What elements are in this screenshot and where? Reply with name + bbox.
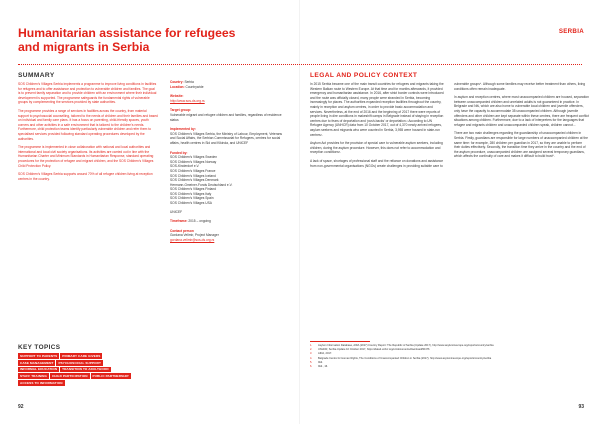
- country-label: Country:: [170, 80, 184, 84]
- key-topics: [18, 344, 158, 387]
- footnote-text: Belgrade Centre for Human Rights, The Conditions of Unaccompanied Children in Serbia (2017), http://www.asylumineurope.org/reports/country/serbia: [318, 356, 492, 360]
- footnote-number: 1.: [310, 344, 313, 347]
- footnote: [310, 348, 590, 352]
- footnote-text: Ibid., 16.: [318, 364, 328, 368]
- topic-tag: SUPPORT TO PARENTS: [20, 353, 58, 358]
- implemented-by-label: Implemented by:: [170, 127, 196, 132]
- funder-item: SOS Children’s Villages Norway: [170, 159, 217, 164]
- topic-tag: PRIMARY CARE GIVERS: [62, 353, 101, 358]
- footnote: [310, 361, 590, 365]
- summary-paragraph: SOS Children’s Villages Serbia implements a programme to improve living conditions in facilities for refugees and to offer assistance and protection to vulnerable children and families. The goal is to prevent family separation and to provide children with an environment where their individual development is supported. The programme safeguards the fundamental rights of vulnerable groups by complementing the services provided by state authorities.: [18, 82, 157, 105]
- timeframe-label: Timeframe:: [170, 219, 188, 224]
- funder-item: SOS Children’s Villages Sweden: [170, 155, 218, 160]
- footnote: [310, 357, 590, 361]
- legal-column-2: [454, 82, 589, 163]
- funder-item: SOS-Kinderdorf e.V.: [170, 164, 200, 169]
- topic-tag: CHILD PARTICIPATION: [51, 374, 88, 379]
- funder-item: SOS Children’s Villages Iceland: [170, 173, 216, 178]
- footnote: [310, 344, 590, 348]
- legal-paragraph: In 2015 Serbia became one of the main transit countries for refugees and migrants taking the Western Balkan route to Western Europe. At that time and for months afterwards, it provided emergency and humanitarian assistance. In 2016, after strict border controls were introduced and the route was officially closed, many people were stranded in Serbia, becoming increasingly for places. The authorities expanded reception facilities throughout the country, mainly in reception and asylum centres, in order to provide basic accommodation and services. Nevertheless, at the end of 2016 and the beginning of 2017 there were reports of people living in dire conditions in makeshift camps in Belgrade instead of staying in reception centres due to fears of deportation and ‘push-backs’ or deportation.¹ According to UN Refugee Agency (UNHCR) data from 10 October 2017, out of 4,370 newly arrived refugees, asylum seekers and migrants who were counted in Serbia, 3,955 were housed in state-run centres².: [310, 82, 444, 137]
- footnote-number: 5.: [310, 360, 313, 364]
- funded-by-label: Funded by:: [170, 150, 188, 155]
- topic-tag: PSYCHOSOCIAL SUPPORT: [58, 360, 101, 365]
- funder-item: SOS Children’s Villages Spain: [170, 196, 214, 201]
- legal-paragraph: There are two main challenges regarding the guardianship of unaccompanied children in Serbia. Firstly, guardians are responsible for large numbers of unaccompanied children at the same time: for example, 280 children per guardian in 2017, so they are unable to perform their duties effectively. Secondly, the transition time they arrive in the country and the end of the asylum procedure, unaccompanied children are assigned several temporary guardians, which affects the continuity of care and makes it difficult to build trust⁵.: [454, 131, 588, 159]
- country-value: Serbia: [184, 80, 194, 84]
- footnote-number: 6.: [310, 364, 313, 368]
- legal-paragraph: Asylum Act provides for the provision of special care to vulnerable asylum seekers, including children, during the asylum procedure. However, this does not refer to accommodation and reception conditions³.: [310, 141, 443, 155]
- funder-item: SOS Children’s Villages Denmark: [170, 178, 219, 183]
- timeframe-value: 2015 – ongoing: [188, 219, 211, 224]
- funder-item: SOS Children’s Villages Italy: [170, 191, 212, 196]
- footnote-text: UNHCR, Serbia Update 10 October 2017, https://data2.unhcr.org/en/documents/download/60476: [318, 348, 430, 352]
- topic-tag: ACCESS TO INFORMATION: [20, 381, 63, 386]
- footnote-number: 2.: [310, 348, 313, 352]
- location-value: Countrywide: [185, 84, 204, 89]
- legal-column-1: [310, 82, 445, 172]
- footnote-rule: [310, 341, 370, 342]
- country-tag: SERBIA: [558, 28, 584, 35]
- footnote-text: AIDA, 2017.: [318, 352, 332, 356]
- footnote: [310, 352, 590, 356]
- legal-heading: LEGAL AND POLICY CONTEXT: [310, 72, 418, 79]
- footnote-text: Ibid.: [318, 360, 323, 364]
- funder-item: Hermann-Gmeiner-Fonds Deutschland e.V.: [170, 182, 233, 187]
- website-link[interactable]: http://www.sos-ds.org.rs: [170, 98, 205, 103]
- implemented-by-value: SOS Children’s Villages Serbia, the Ministry of Labour, Employment, Veterans and Social Affairs, the Serbian Commissariat for Refugees, centres for social affairs, health centres in Sid and Kikinda, and UNICEF: [170, 131, 283, 145]
- target-group-value: Vulnerable migrant and refugee children and families, regardless of residence status: [170, 112, 282, 122]
- page-title: Humanitarian assistance for refugees and migrants in Serbia: [18, 26, 236, 54]
- topic-tag: INFORMAL EDUCATION: [20, 367, 58, 372]
- legal-paragraph: A lack of space, shortages of professional staff and the reliance on donations and assistance from non-governmental organisations (NGOs) create challenges in providing suitable care to: [310, 158, 444, 168]
- right-page: [300, 0, 600, 424]
- funder-item: UNICEF: [170, 209, 183, 214]
- footnote-number: 4.: [310, 356, 313, 360]
- contact-email-link[interactable]: gordana.velimir@sos-ds.org.rs: [170, 238, 215, 243]
- topic-tag: PUBLIC PARTNERSHIP: [92, 374, 129, 379]
- summary-text: [18, 82, 158, 185]
- key-topics-heading: KEY TOPICS: [18, 344, 61, 351]
- funder-item: SOS Children’s Villages USA: [170, 201, 212, 206]
- contact-name: Gordana Velimir, Project Manager: [170, 233, 219, 238]
- legal-paragraph: vulnerable groups⁴. Although some families may receive better treatment than others, living conditions often remain inadequate.: [454, 82, 586, 91]
- page-number-right: 93: [578, 404, 584, 410]
- footnotes: [310, 344, 590, 369]
- target-group-label: Target group:: [170, 108, 191, 113]
- summary-paragraph: SOS Children’s Villages Serbia supports around 70% of all refugee children living at reception centres in the country.: [18, 172, 153, 181]
- summary-paragraph: The programme provides a range of services in facilities across the country, from material support to psychosocial counselling, tailored to the needs of children and their families and based on individual and family care plans. It has a focus on parenting, child-friendly spaces, youth corners and other activities in a safe environment that is tailored to the children’s needs. Furthermore, child protection teams identify particularly vulnerable children and refer them to specialised services provided following standard operating procedures developed by the authorities.: [18, 108, 158, 141]
- project-info: [170, 80, 288, 248]
- topic-tag: CASE MANAGEMENT: [20, 360, 54, 365]
- summary-heading: SUMMARY: [18, 72, 55, 79]
- summary-paragraph: The programme is implemented in close collaboration with national and local authorities and international and local civil society organisations. Its activities are carried out in line with the Humanitarian Charter and Minimum Standards in Humanitarian Response, standard operating procedures for the protection of refugee and migrant children, and the SOS Children’s Villages Child Protection Policy.: [18, 145, 154, 168]
- footnote-number: 3.: [310, 352, 313, 356]
- funder-item: SOS Children’s Villages Finland: [170, 187, 216, 192]
- page-number-left: 92: [18, 404, 24, 410]
- contact-label: Contact person: [170, 228, 194, 233]
- location-label: Location:: [170, 84, 185, 89]
- footnote: [310, 365, 590, 369]
- funder-item: SOS Children’s Villages France: [170, 168, 216, 173]
- website-label: Website:: [170, 94, 184, 99]
- topic-tag: TRANSITION TO ADULTHOOD: [62, 367, 109, 372]
- topic-tag: STAFF TRAINING: [20, 374, 47, 379]
- footnote-text: Asylum Information Database, AIDA (2017) Country Report: The Republic of Serbia (Update 2017), http://www.asylumineurope.org/reports/country/serbia: [318, 344, 494, 347]
- legal-paragraph: In asylum and reception centres, where most unaccompanied children are housed, separation between unaccompanied children and unrelated adults is not guaranteed in practice. In Belgrade and Niš, which are also home to vulnerable local children and juvenile offenders, only have the capacity to accommodate 35 unaccompanied children. Although juvenile offenders and other children are kept separate within these centres, there are frequent conflict situations among children. Furthermore, due to a lack of interpreters for the languages that refugee and migrants children and unaccompanied children speak, children cannot...: [454, 95, 589, 127]
